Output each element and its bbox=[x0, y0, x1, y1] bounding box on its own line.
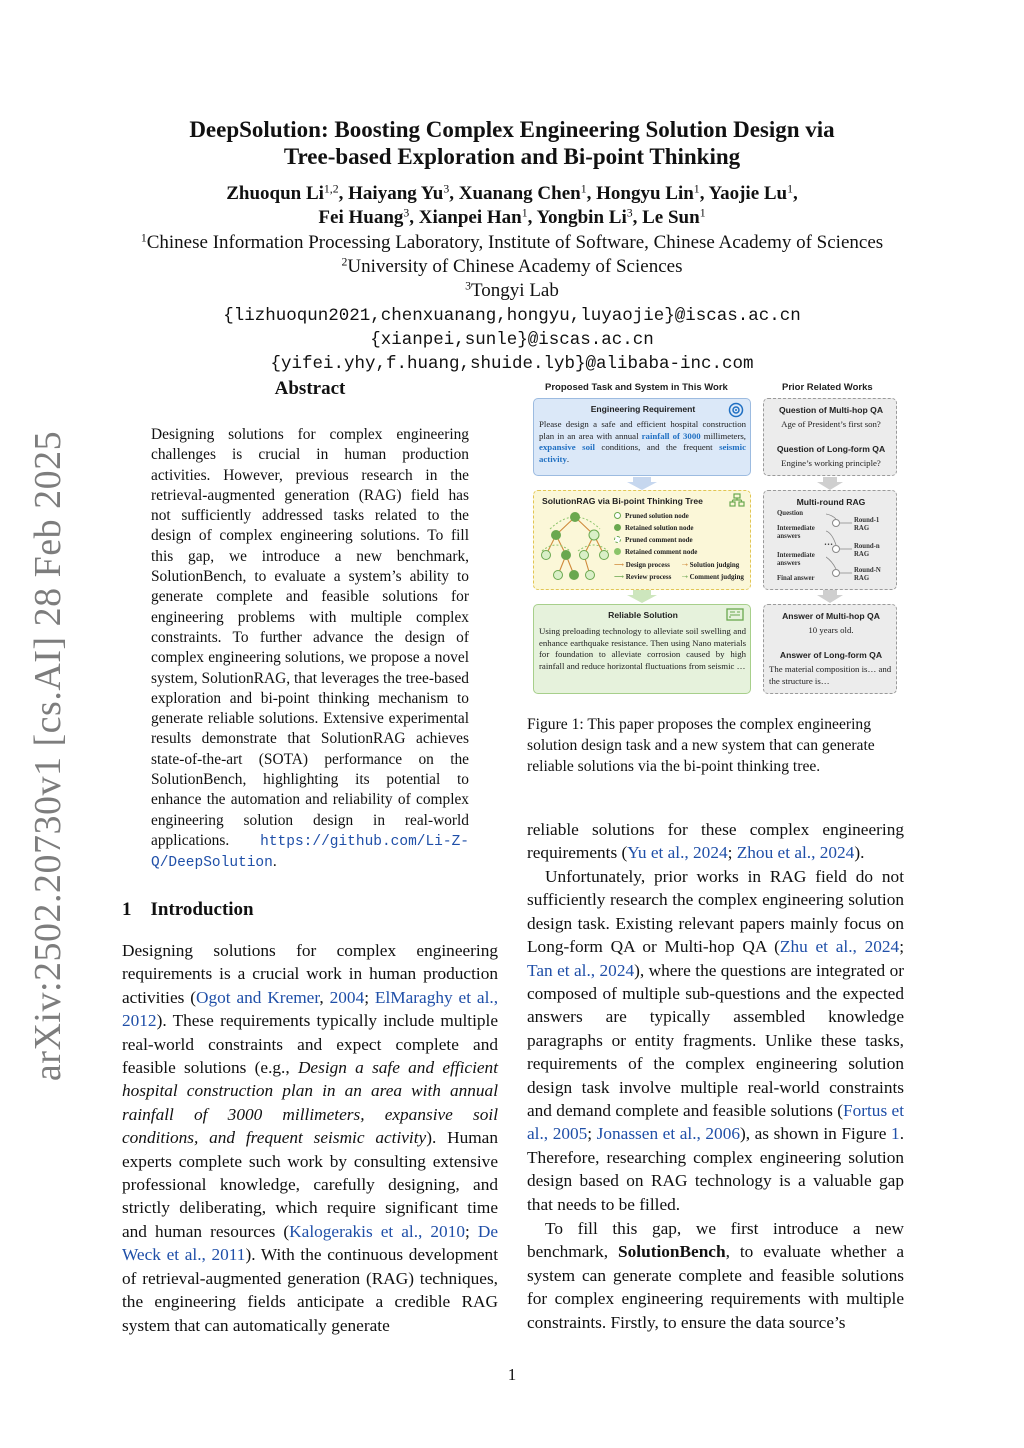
down-arrow bbox=[627, 590, 657, 603]
tree-node bbox=[561, 550, 571, 560]
down-arrow bbox=[627, 477, 657, 490]
page-number: 1 bbox=[507, 1365, 517, 1384]
benchmark-name: SolutionBench bbox=[618, 1242, 726, 1262]
affil-sup: 1 bbox=[140, 231, 147, 245]
box-title: Engineering Requirement bbox=[590, 404, 696, 414]
text-run: ; bbox=[364, 987, 375, 1007]
longform-question: Engine’s working principle? bbox=[781, 458, 881, 468]
tree-node bbox=[570, 512, 580, 522]
figure-header-left: Proposed Task and System in This Work bbox=[545, 382, 728, 393]
text-run: . Therefore, researching complex engineering solution design based on RAG technology is a valuable gap that needs to be filled. bbox=[527, 1124, 905, 1214]
text-run: conditions, and the frequent bbox=[594, 442, 720, 453]
affiliation-1 bbox=[0, 232, 1024, 254]
round-flow-arrows bbox=[826, 511, 856, 583]
section-number: 1 bbox=[122, 899, 132, 920]
legend-label: Retained solution node bbox=[625, 524, 694, 532]
tree-node bbox=[551, 530, 561, 540]
author-name: Xuanang Chen bbox=[458, 183, 581, 204]
text-run: ; bbox=[464, 1221, 478, 1241]
affiliation-3 bbox=[0, 280, 1024, 302]
intro-paragraph-cont bbox=[527, 818, 904, 865]
reliable-solution-box bbox=[533, 604, 751, 694]
multihop-question-title: Question of Multi-hop QA bbox=[778, 405, 884, 415]
retained-solution-icon bbox=[614, 524, 621, 531]
author-sup: 3 bbox=[443, 182, 450, 196]
down-arrow bbox=[817, 590, 843, 603]
mr-final: Final answer bbox=[777, 575, 815, 582]
affil-sup: 2 bbox=[341, 255, 348, 269]
pruned-comment-icon bbox=[614, 536, 621, 543]
author-name: Fei Huang bbox=[318, 207, 404, 228]
author-line1: Zhuoqun Li$^{1,2}$, Haiyang Yu$^3$, Xuanang Chen$^1$, Hongyu Lin$^1$, Yaojie Lu$^1$, bbox=[226, 182, 798, 204]
reliable-solution-text: Using preloading technology to alleviate soil swelling and enhance earthquake resistance. Then using Nano materials for foundation to alleviate corrosion caused by high rainfall and reduce horizontal fluctuations from seismic … bbox=[539, 626, 746, 671]
bi-point-tree-diagram bbox=[538, 509, 612, 589]
longform-answer: The material composition is… and the structure is… bbox=[769, 664, 892, 686]
text-run: ; bbox=[899, 937, 904, 957]
multihop-answer-title: Answer of Multi-hop QA bbox=[782, 611, 880, 621]
author-sup: 1 bbox=[699, 206, 706, 220]
affil-sup: 3 bbox=[465, 279, 472, 293]
author-line2: Fei Huang$^3$, Xianpei Han$^1$, Yongbin Li$^3$, Le Sun$^1$ bbox=[318, 206, 706, 228]
citation-link[interactable]: Zhu et al., 2024 bbox=[779, 937, 900, 957]
text-run: ; bbox=[727, 843, 737, 863]
text-run: ). With the continuous development of retrieval-augmented generation (RAG) techniques, the engineering fields anticipate a credible RAG system that can automatically generate bbox=[122, 1245, 498, 1335]
legend-label: Solution judging bbox=[689, 561, 740, 569]
affil-text: University of Chinese Academy of Sciences bbox=[347, 256, 683, 277]
mr-question: Question bbox=[777, 510, 804, 517]
text-run: , bbox=[319, 987, 330, 1007]
affiliation-2 bbox=[0, 256, 1024, 278]
email-line-1: {lizhuoqun2021,chenxuanang,hongyu,luyaojie}@iscas.ac.cn bbox=[223, 306, 801, 326]
tree-node bbox=[589, 530, 599, 540]
prior-answers-box bbox=[763, 604, 897, 694]
multi-round-rag-box bbox=[763, 490, 897, 590]
review-arrow-icon: ⟶ bbox=[614, 573, 626, 581]
citation-link[interactable]: Yu et al., 2024 bbox=[627, 843, 728, 863]
mr-intermediate: Intermediate answers bbox=[777, 552, 815, 567]
text-run: ). bbox=[854, 843, 865, 863]
citation-link[interactable]: Ogot and Kremer bbox=[196, 987, 320, 1007]
author-name: Zhuoqun Li bbox=[226, 183, 324, 204]
citation-link[interactable]: Kalogerakis et al., 2010 bbox=[289, 1221, 465, 1241]
text-run: ), as shown in Figure bbox=[739, 1124, 892, 1144]
tree-node bbox=[542, 551, 551, 560]
tree-node bbox=[554, 571, 563, 580]
arxiv-stamp-text: arXiv:2502.20730v1 [cs.AI] 28 Feb 2025 bbox=[27, 430, 69, 1082]
retained-comment-icon bbox=[614, 548, 621, 555]
abstract-body bbox=[151, 425, 469, 874]
citation-link[interactable]: Tan et al., 2024 bbox=[527, 960, 635, 980]
down-arrow bbox=[817, 477, 843, 490]
mr-round: Round-n RAG bbox=[854, 543, 880, 558]
affil-text: Chinese Information Processing Laboratory, Institute of Software, Chinese Academy of Sciences bbox=[146, 232, 884, 253]
figure-reference-link[interactable]: 1 bbox=[891, 1124, 900, 1144]
longform-question-title: Question of Long-form QA bbox=[776, 444, 886, 454]
blueprint-icon bbox=[726, 608, 744, 621]
citation-link[interactable]: 2004 bbox=[329, 987, 365, 1007]
legend-label: Comment judging bbox=[689, 573, 744, 581]
paper-title-line1: DeepSolution: Boosting Complex Engineering Solution Design via bbox=[189, 117, 835, 142]
author-name: Xianpei Han bbox=[418, 207, 522, 228]
legend-item bbox=[614, 524, 693, 532]
affil-text: Tongyi Lab bbox=[471, 280, 559, 301]
multihop-question: Age of President’s first son? bbox=[781, 419, 881, 429]
legend-item bbox=[614, 536, 693, 544]
author-name: Yaojie Lu bbox=[708, 183, 788, 204]
figure-caption: Figure 1: This paper proposes the complex engineering solution design task and a new system that can generate reliable solutions via the bi-point thinking tree. bbox=[527, 716, 875, 775]
intro-paragraph-3 bbox=[527, 1217, 904, 1334]
tree-node bbox=[586, 571, 595, 580]
text-run: reliable solutions for these complex engineering requirements ( bbox=[527, 820, 904, 863]
legend-item bbox=[682, 572, 744, 581]
longform-answer-title: Answer of Long-form QA bbox=[779, 650, 883, 660]
text-run: , to evaluate whether a system can generate complete and feasible solutions for complex engineering requirements with multiple constraints. Firstly, to ensure the data source’s bbox=[527, 1242, 904, 1332]
text-run: ). These requirements typically include multiple real-world constraints and expect complete and feasible solutions (e.g., bbox=[122, 1011, 498, 1078]
text-run: ), where the questions are integrated or composed of multiple sub-questions and the expected answers are typically assembled knowledge paragraphs or entity fragments. Unlike these tasks, requirements of the complex engineering solution design task involve multiple real-world constraints and demand complete and feasible solutions ( bbox=[527, 960, 904, 1121]
text-run: Please design a safe and efficient hospital construction plan in an area with annual bbox=[539, 419, 746, 441]
citation-link[interactable]: Fortus et al., 2005 bbox=[527, 1101, 905, 1144]
mr-round: Round-N RAG bbox=[854, 567, 881, 582]
author-sup: 1 bbox=[580, 182, 587, 196]
legend-label: Pruned solution node bbox=[625, 512, 689, 520]
legend-label: Pruned comment node bbox=[625, 536, 693, 544]
citation-link[interactable]: ElMaraghy et al., 2012 bbox=[122, 987, 499, 1031]
paper-title-line2: Tree-based Exploration and Bi-point Thinking bbox=[283, 144, 741, 169]
author-sup: 3 bbox=[626, 206, 633, 220]
intro-paragraph-2 bbox=[527, 865, 904, 1216]
example-requirement: Design a safe and efficient hospital construction plan in an area with annual rainfall of 3000 millimeters, expansive soil conditions, and frequent seismic activity bbox=[122, 1058, 498, 1148]
legend-item bbox=[614, 548, 697, 556]
author-sup: 1,2 bbox=[323, 182, 339, 196]
text-run: To fill this gap, we first introduce a new benchmark, bbox=[527, 1219, 904, 1262]
legend-item bbox=[614, 512, 689, 520]
citation-link[interactable]: Zhou et al., 2024 bbox=[736, 843, 855, 863]
tree-node bbox=[569, 570, 579, 580]
author-name: Haiyang Yu bbox=[348, 183, 444, 204]
constraint-highlight: expansive soil bbox=[539, 442, 595, 453]
text-run: ). Human experts complete such work by consulting extensive professional knowledge, carefully designing, and strictly deliberating, which require significant time and human resources ( bbox=[122, 1128, 498, 1241]
section-title: Introduction bbox=[150, 899, 254, 920]
pruned-solution-icon bbox=[614, 512, 621, 519]
mr-intermediate: Intermediate answers bbox=[777, 525, 815, 540]
legend-item bbox=[614, 572, 671, 581]
author-name: Yongbin Li bbox=[536, 207, 627, 228]
figure-1 bbox=[527, 378, 905, 698]
box-title: Reliable Solution bbox=[608, 610, 678, 620]
legend-label: Review process bbox=[625, 573, 672, 581]
abstract-end: . bbox=[272, 853, 277, 871]
github-link[interactable]: https://github.com/Li-Z-Q/DeepSolution bbox=[151, 833, 469, 872]
citation-link[interactable]: Jonassen et al., 2006 bbox=[596, 1124, 740, 1144]
text-run: Designing solutions for complex engineering requirements is a crucial work in human production activities ( bbox=[122, 941, 498, 1007]
arxiv-stamp bbox=[16, 430, 80, 1082]
legend-item bbox=[682, 560, 739, 569]
email-line-2: {xianpei,sunle}@iscas.ac.cn bbox=[370, 330, 654, 350]
comment-judging-arrow-icon: ⇢ bbox=[682, 573, 690, 581]
legend-label: Design process bbox=[625, 561, 670, 569]
constraint-highlight: seismic activity bbox=[539, 442, 746, 464]
legend-item bbox=[614, 560, 670, 569]
legend-label: Retained comment node bbox=[625, 548, 698, 556]
author-sup: 1 bbox=[787, 182, 794, 196]
solutionrag-box bbox=[533, 490, 751, 590]
email-line-3: {yifei.yhy,f.huang,shuide.lyb}@alibaba-inc.com bbox=[270, 354, 754, 374]
box-title: Multi-round RAG bbox=[796, 497, 866, 507]
text-run: millimeters, bbox=[700, 430, 746, 441]
author-sup: 1 bbox=[693, 182, 700, 196]
mr-round: Round-1 RAG bbox=[854, 517, 880, 532]
constraint-highlight: rainfall of 3000 bbox=[641, 430, 701, 441]
text-run: ; bbox=[587, 1124, 597, 1144]
mr-dots: … bbox=[824, 537, 833, 547]
abstract-text: Designing solutions for complex engineering challenges is crucial in human production activities. However, previous research in the retrieval-augmented generation (RAG) field has not sufficiently addressed tasks related to the design of complex engineering solutions. To fill this gap, we introduce a new benchmark, SolutionBench, to evaluate a system’s ability to generate complete and feasible solutions for engineering problems with multiple complex constraints. To further advance the design of complex engineering solutions, we propose a novel system, SolutionRAG, that leverages the tree-based exploration and bi-point thinking mechanism to generate reliable solutions. Extensive experimental results demonstrate that SolutionRAG achieves state-of-the-art (SOTA) performance on the SolutionBench, highlighting its potential to enhance the automation and reliability of complex engineering solution design in real-world applications. bbox=[151, 426, 469, 849]
solution-judging-arrow-icon: ⇢ bbox=[682, 561, 690, 569]
text-run: Unfortunately, prior works in RAG field do not sufficiently research the complex engineering solution design task. Existing relevant papers mainly focus on Long-form QA or Multi-hop QA ( bbox=[527, 867, 904, 957]
tree-node bbox=[600, 551, 609, 560]
design-arrow-icon: ⟶ bbox=[614, 561, 626, 569]
intro-paragraph-1 bbox=[122, 939, 498, 1337]
author-sup: 3 bbox=[403, 206, 410, 220]
box-title: SolutionRAG via Bi-point Thinking Tree bbox=[542, 496, 703, 506]
section-heading bbox=[122, 899, 254, 921]
figure-header-right: Prior Related Works bbox=[782, 382, 873, 393]
author-name: Le Sun bbox=[642, 207, 700, 228]
text-run: . bbox=[566, 453, 570, 464]
abstract-heading: Abstract bbox=[274, 378, 346, 399]
citation-link[interactable]: De Weck et al., 2011 bbox=[122, 1221, 498, 1265]
multihop-answer: 10 years old. bbox=[808, 625, 854, 635]
author-sup: 1 bbox=[521, 206, 528, 220]
tree-node bbox=[580, 551, 589, 560]
tree-diagram-icon bbox=[729, 493, 745, 507]
author-name: Hongyu Lin bbox=[596, 183, 694, 204]
